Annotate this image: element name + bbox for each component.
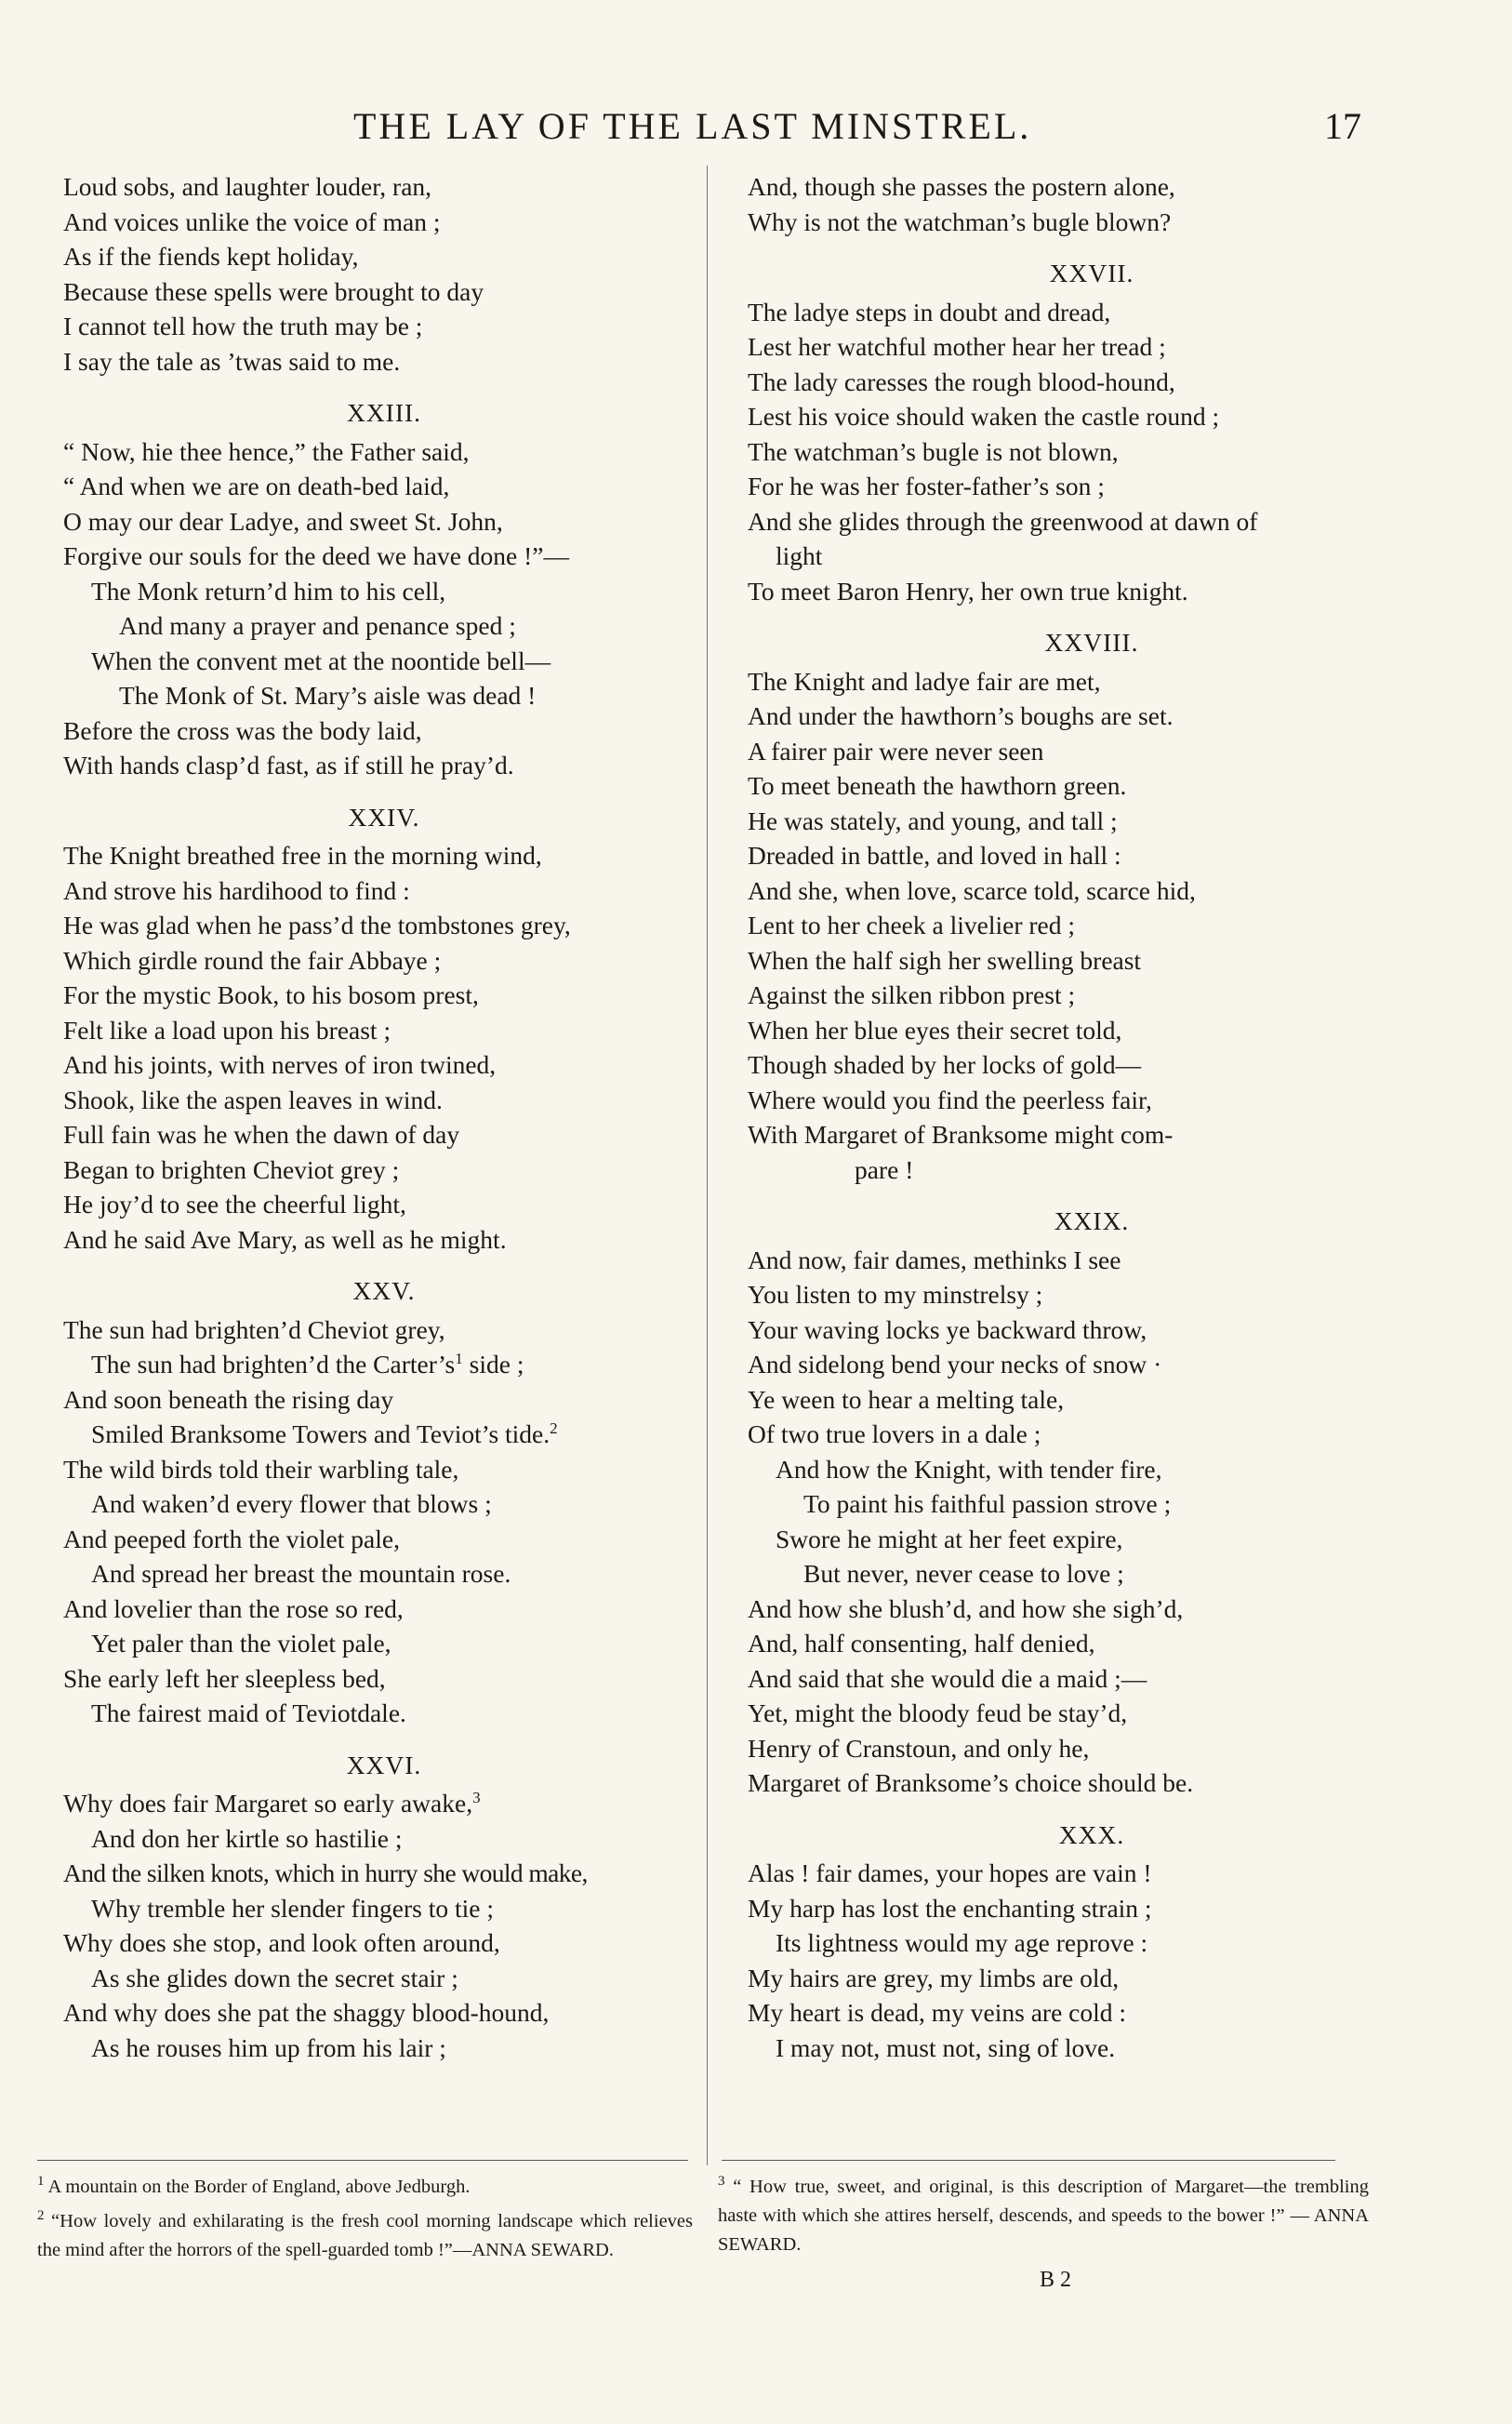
verse-line: The watchman’s bugle is not blown, <box>748 436 1119 466</box>
verse-line: When the convent met at the noontide bell— <box>91 646 551 675</box>
footnote-mark: 3 <box>718 2174 725 2189</box>
verse-line: The sun had brighten’d the Carter’s$^1$ side ; <box>91 1349 524 1378</box>
page-number: 17 <box>1324 105 1361 147</box>
verse-line: Which girdle round the fair Abbaye ; <box>63 945 442 975</box>
verse-line: And she glides through the greenwood at dawn of <box>748 506 1258 536</box>
verse-line: Shook, like the aspen leaves in wind. <box>63 1085 443 1114</box>
footnotes-right <box>718 2167 1369 2259</box>
verse-line: With Margaret of Branksome might com- <box>748 1120 1174 1149</box>
verse-line: And how she blush’d, and how she sigh’d, <box>748 1593 1184 1623</box>
verse-line: Forgive our souls for the deed we have done !”— <box>63 541 569 570</box>
verse-line: Why does she stop, and look often around, <box>63 1928 500 1957</box>
verse-line: And she, when love, scarce told, scarce hid, <box>748 875 1196 905</box>
stanza <box>748 1204 1436 1801</box>
verse-line: Smiled Branksome Towers and Teviot’s tide.$^2$ <box>91 1418 558 1448</box>
verse-line: A fairer pair were never seen <box>748 736 1044 766</box>
stanza <box>748 625 1436 1187</box>
verse-line: He joy’d to see the cheerful light, <box>63 1190 406 1219</box>
verse-line: She early left her sleepless bed, <box>63 1663 386 1693</box>
verse-line: And why does she pat the shaggy blood-hound, <box>63 1998 550 2027</box>
verse-line: Its lightness would my age reprove : <box>776 1928 1148 1957</box>
verse-line: And his joints, with nerves of iron twined, <box>63 1050 497 1079</box>
verse-line: Dreaded in battle, and loved in hall : <box>748 841 1121 870</box>
verse-line: Henry of Cranstoun, and only he, <box>748 1733 1090 1763</box>
footnote: $^1$ A mountain on the Border of England, above Jedburgh. <box>37 2174 471 2197</box>
stanza <box>748 256 1436 608</box>
verse-line: pare ! <box>855 1154 914 1184</box>
verse-line: To paint his faithful passion strove ; <box>803 1489 1172 1518</box>
verse-line: The lady caresses the rough blood-hound, <box>748 366 1175 396</box>
verse-line: And many a prayer and penance sped ; <box>119 611 516 640</box>
verse-line: Margaret of Branksome’s choice should be. <box>748 1768 1194 1797</box>
verse-line: Lent to her cheek a livelier red ; <box>748 911 1075 939</box>
verse-line: Swore he might at her feet expire, <box>776 1524 1123 1553</box>
verse-line: For the mystic Book, to his bosom prest, <box>63 980 479 1009</box>
verse-line: He was stately, and young, and tall ; <box>748 806 1118 835</box>
verse-line: As if the fiends kept holiday, <box>63 242 359 271</box>
footnote-rule-right <box>722 2160 1335 2161</box>
verse-line: When the half sigh her swelling breast <box>748 945 1142 975</box>
stanza-number: XXVIII. <box>1044 628 1139 657</box>
stanza-number: XXVII. <box>1049 259 1134 287</box>
verse-line: And now, fair dames, methinks I see <box>748 1245 1121 1274</box>
verse-line: Lest his voice should waken the castle round ; <box>748 402 1220 431</box>
footnote: $^3$ “ How true, sweet, and original, is this description of Margaret—the trembling haste with which she attires herself, descends, and speeds to the bower !” — ANNA SEWARD. <box>718 2174 1369 2255</box>
verse-line: And lovelier than the rose so red, <box>63 1593 404 1623</box>
footnote-rule-left <box>37 2160 688 2161</box>
left-column <box>63 169 705 2065</box>
stanza <box>63 800 705 1258</box>
verse-line: Your waving locks ye backward throw, <box>748 1314 1147 1344</box>
stanza <box>63 1748 705 2066</box>
verse-line: “ Now, hie thee hence,” the Father said, <box>63 436 470 466</box>
stanza-number: XXVI. <box>346 1750 422 1779</box>
footnote-reference: 1 <box>455 1349 463 1367</box>
stanza <box>63 169 705 379</box>
verse-line: Yet, might the bloody feud be stay’d, <box>748 1698 1128 1727</box>
verse-line: And the silken knots, which in hurry she would make, <box>63 1858 588 1887</box>
verse-line: Loud sobs, and laughter louder, ran, <box>63 172 432 201</box>
verse-line: Began to brighten Cheviot grey ; <box>63 1154 400 1184</box>
verse-line: And waken’d every flower that blows ; <box>91 1489 492 1518</box>
verse-line: And sidelong bend your necks of snow · <box>748 1350 1162 1378</box>
verse-line: I may not, must not, sing of love. <box>776 2032 1116 2062</box>
verse-line: And spread her breast the mountain rose. <box>91 1559 511 1588</box>
verse-line: The Monk return’d him to his cell, <box>91 576 446 606</box>
verse-line: Lest her watchful mother hear her tread ; <box>748 332 1166 361</box>
verse-line: The Monk of St. Mary’s aisle was dead ! <box>119 681 537 710</box>
verse-line: “ And when we are on death-bed laid, <box>63 472 450 500</box>
verse-line: And how the Knight, with tender fire, <box>776 1454 1162 1484</box>
verse-line: To meet beneath the hawthorn green. <box>748 771 1127 800</box>
verse-line: And soon beneath the rising day <box>63 1384 394 1414</box>
verse-line: Of two true lovers in a dale ; <box>748 1419 1041 1448</box>
verse-line: With hands clasp’d fast, as if still he pray’d. <box>63 751 514 779</box>
verse-line: I cannot tell how the truth may be ; <box>63 312 423 340</box>
verse-line: Ye ween to hear a melting tale, <box>748 1384 1065 1414</box>
verse-line: The Knight and ladye fair are met, <box>748 666 1101 696</box>
verse-line: The sun had brighten’d Cheviot grey, <box>63 1314 445 1344</box>
stanza <box>748 1818 1436 2066</box>
stanza-number: XXIII. <box>346 398 422 427</box>
running-header <box>0 104 1512 151</box>
verse-line: Because these spells were brought to day <box>63 276 484 306</box>
verse-line: O may our dear Ladye, and sweet St. John, <box>63 506 503 536</box>
stanza <box>63 1273 705 1731</box>
verse-line: Though shaded by her locks of gold— <box>748 1050 1142 1079</box>
verse-line: Where would you find the peerless fair, <box>748 1085 1152 1114</box>
verse-line: The ladye steps in doubt and dread, <box>748 297 1111 326</box>
footnote-mark: 1 <box>37 2174 45 2189</box>
verse-line: Before the cross was the body laid, <box>63 715 422 745</box>
verse-line: And, though she passes the postern alone, <box>748 172 1175 201</box>
verse-line: Yet paler than the violet pale, <box>91 1629 391 1658</box>
verse-line: And peeped forth the violet pale, <box>63 1524 400 1553</box>
stanza-number: XXV. <box>352 1276 416 1305</box>
verse-line: Felt like a load upon his breast ; <box>63 1015 391 1045</box>
signature-mark: B 2 <box>1040 2268 1072 2292</box>
stanza <box>748 169 1436 239</box>
verse-line: Alas ! fair dames, your hopes are vain ! <box>748 1858 1152 1887</box>
verse-line: The wild birds told their warbling tale, <box>63 1454 459 1484</box>
footnote-mark: 2 <box>37 2207 45 2223</box>
verse-line: Why does fair Margaret so early awake,$^3$ <box>63 1788 481 1818</box>
verse-line: You listen to my minstrelsy ; <box>748 1280 1043 1309</box>
verse-line: My hairs are grey, my limbs are old, <box>748 1963 1120 1992</box>
verse-line: To meet Baron Henry, her own true knight. <box>748 576 1188 606</box>
verse-line: But never, never cease to love ; <box>803 1559 1124 1588</box>
footnote: $^2$ “How lovely and exhilarating is the fresh cool morning landscape which relieves the mind after the horrors of the spell-guarded tomb !”—ANNA SEWARD. <box>37 2207 693 2260</box>
verse-line: As he rouses him up from his lair ; <box>91 2032 446 2062</box>
footnote-reference: 3 <box>472 1788 481 1806</box>
verse-line: And under the hawthorn’s boughs are set. <box>748 701 1174 730</box>
running-title: THE LAY OF THE LAST MINSTREL. <box>353 105 1032 147</box>
verse-line: And he said Ave Mary, as well as he might. <box>63 1224 507 1254</box>
verse-line: Why is not the watchman’s bugle blown? <box>748 206 1172 236</box>
column-divider <box>707 166 708 2165</box>
verse-line: And don her kirtle so hastilie ; <box>91 1823 403 1853</box>
right-column <box>748 169 1436 2065</box>
verse-line: Full fain was he when the dawn of day <box>63 1120 460 1149</box>
verse-line: For he was her foster-father’s son ; <box>748 472 1105 500</box>
stanza-number: XXX. <box>1058 1819 1125 1849</box>
verse-line: light <box>776 541 823 570</box>
stanza-number: XXIX. <box>1054 1206 1130 1235</box>
verse-line: Why tremble her slender fingers to tie ; <box>91 1893 494 1923</box>
stanza-number: XXIV. <box>348 802 420 832</box>
footnote-reference: 2 <box>550 1418 558 1437</box>
verse-line: And strove his hardihood to find : <box>63 875 410 905</box>
verse-line: Against the silken ribbon prest ; <box>748 980 1076 1009</box>
verse-line: And said that she would die a maid ;— <box>748 1663 1147 1693</box>
verse-line: As she glides down the secret stair ; <box>91 1963 458 1992</box>
verse-line: And voices unlike the voice of man ; <box>63 206 441 236</box>
verse-line: He was glad when he pass’d the tombstones grey, <box>63 911 571 939</box>
verse-line: My heart is dead, my veins are cold : <box>748 1998 1127 2027</box>
verse-line: And, half consenting, half denied, <box>748 1629 1095 1658</box>
verse-line: My harp has lost the enchanting strain ; <box>748 1893 1152 1923</box>
footnotes-left <box>37 2167 693 2265</box>
verse-line: The fairest maid of Teviotdale. <box>91 1698 406 1727</box>
stanza <box>63 395 705 783</box>
verse-line: When her blue eyes their secret told, <box>748 1015 1122 1045</box>
verse-line: I say the tale as ’twas said to me. <box>63 346 401 376</box>
verse-line: The Knight breathed free in the morning wind, <box>63 841 542 870</box>
